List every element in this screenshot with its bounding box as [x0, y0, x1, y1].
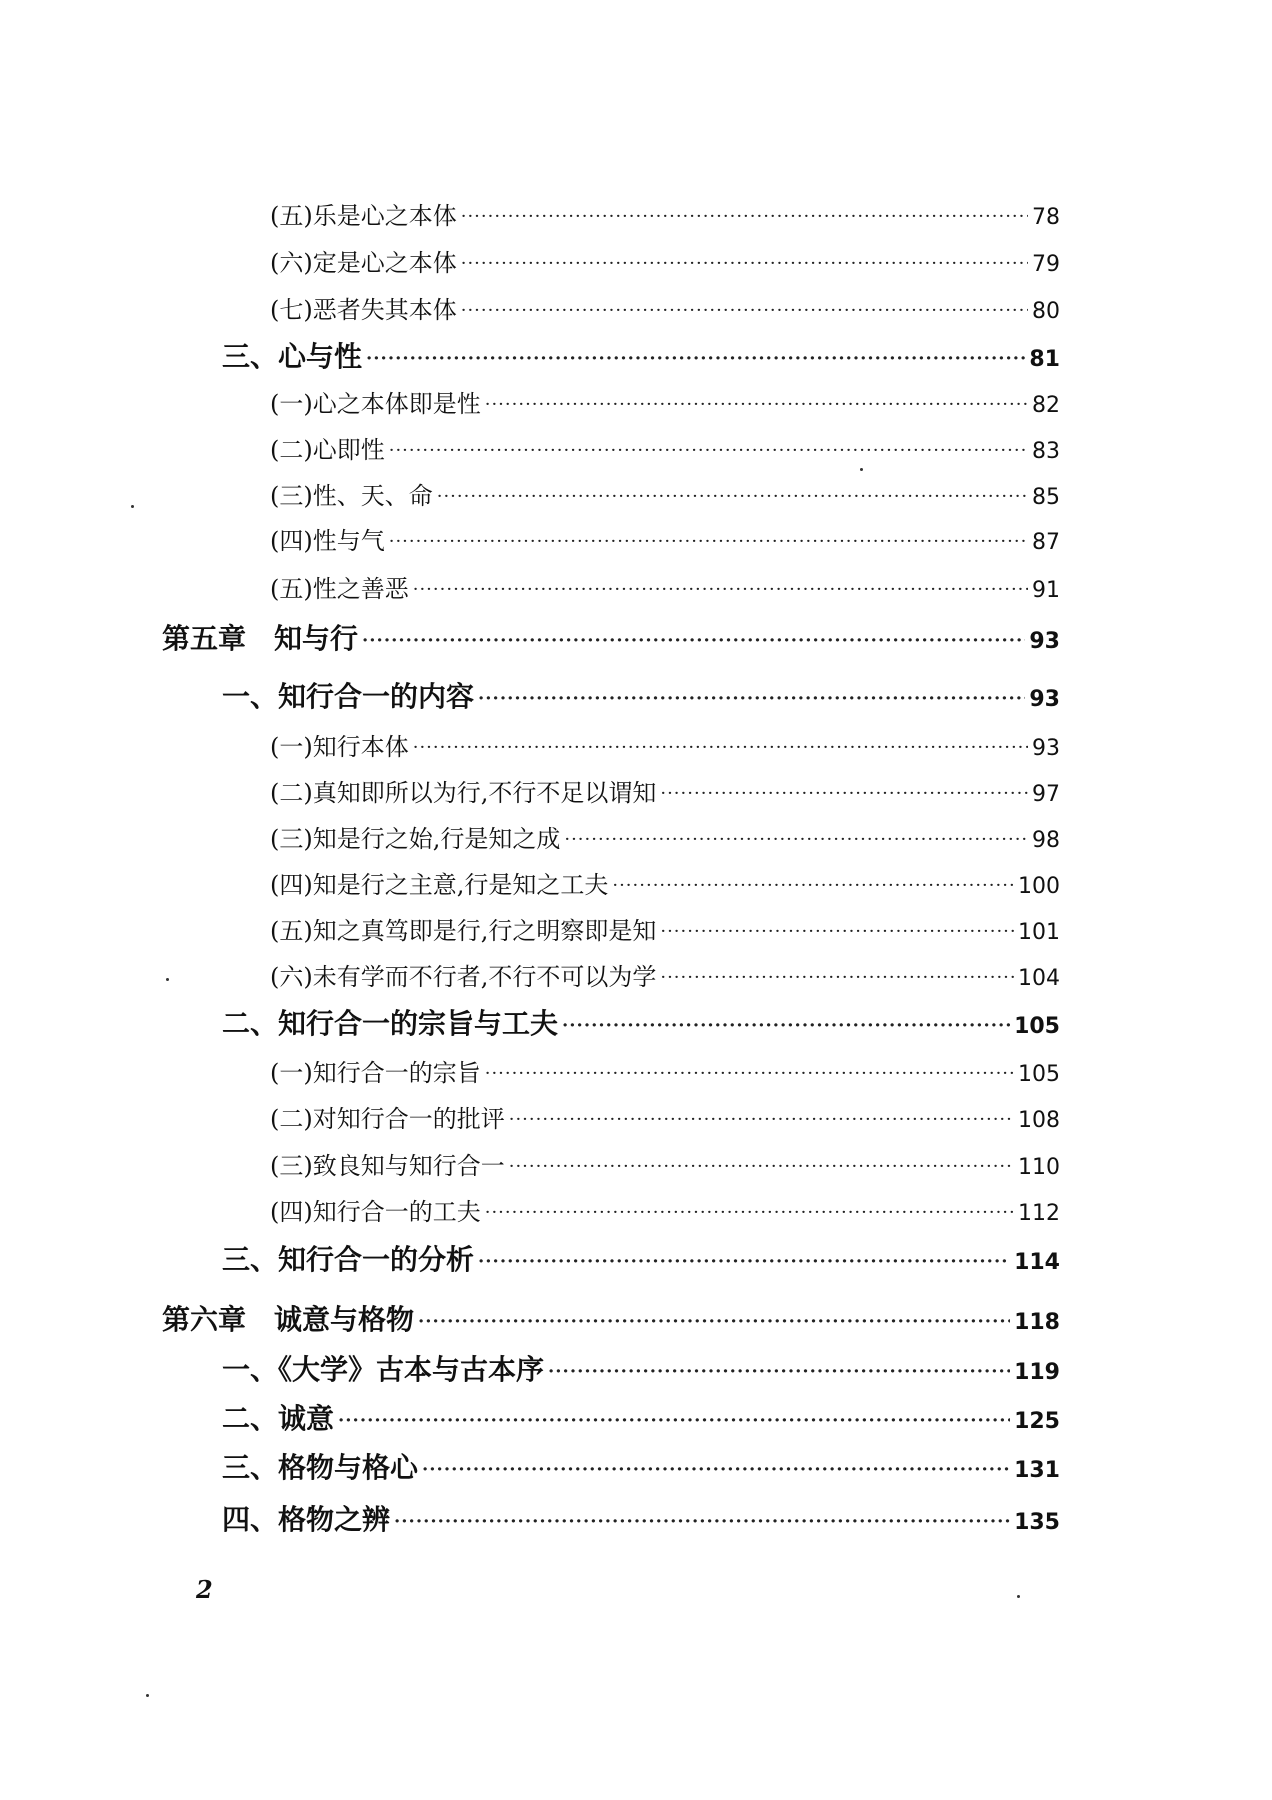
toc-entry[interactable]	[222, 339, 1060, 375]
toc-entry-label: 二、诚意	[222, 1402, 335, 1435]
toc-entry[interactable]	[270, 1194, 1060, 1230]
toc-entry-page: 110	[1018, 1155, 1060, 1180]
toc-entry[interactable]	[270, 775, 1060, 811]
toc-entry-label: (六)未有学而不行者,不行不可以为学	[270, 963, 657, 991]
toc-entry-page: 91	[1032, 578, 1060, 603]
toc-entry[interactable]	[222, 1006, 1060, 1042]
toc-entry-label: 一、《大学》古本与古本序	[222, 1353, 545, 1386]
toc-entry-label: (一)知行合一的宗旨	[270, 1059, 481, 1087]
dot-leader	[413, 730, 1028, 766]
toc-entry-page: 97	[1032, 782, 1060, 807]
dot-leader	[485, 1195, 1014, 1231]
dot-leader	[564, 822, 1028, 858]
toc-entry-page: 80	[1032, 299, 1060, 324]
toc-entry[interactable]	[270, 1055, 1060, 1091]
toc-entry[interactable]	[270, 729, 1060, 765]
toc-entry[interactable]	[270, 478, 1060, 514]
toc-entry-label: (四)性与气	[270, 527, 385, 555]
dot-leader	[394, 1504, 1010, 1540]
dot-leader	[389, 524, 1028, 560]
toc-entry-label: (三)知是行之始,行是知之成	[270, 825, 561, 853]
toc-entry-label: (三)致良知与知行合一	[270, 1152, 505, 1180]
toc-entry[interactable]	[270, 867, 1060, 903]
dot-leader	[422, 1452, 1010, 1488]
toc-entry[interactable]	[222, 679, 1060, 715]
toc-entry-page: 119	[1014, 1360, 1060, 1385]
toc-entry-page: 131	[1014, 1458, 1060, 1483]
page-number: 2	[196, 1575, 213, 1604]
toc-entry[interactable]	[270, 292, 1060, 328]
toc-entry[interactable]	[270, 245, 1060, 281]
dot-leader	[362, 623, 1025, 659]
toc-entry[interactable]	[222, 1450, 1060, 1486]
toc-entry-page: 82	[1032, 393, 1060, 418]
toc-entry-label: (五)乐是心之本体	[270, 202, 457, 230]
toc-entry-page: 98	[1032, 828, 1060, 853]
toc-entry-page: 135	[1014, 1510, 1060, 1535]
toc-entry-page: 125	[1014, 1409, 1060, 1434]
toc-entry-page: 105	[1018, 1062, 1060, 1087]
toc-entry-label: (六)定是心之本体	[270, 249, 457, 277]
toc-entry-label: (三)性、天、命	[270, 482, 433, 510]
toc-entry-page: 79	[1032, 252, 1060, 277]
toc-entry-label: 第五章 知与行	[162, 622, 359, 655]
toc-chapter-entry[interactable]	[162, 621, 1060, 657]
dot-leader	[660, 960, 1014, 996]
toc-entry[interactable]	[270, 1101, 1060, 1137]
toc-entry-label: (一)心之本体即是性	[270, 390, 481, 418]
toc-entry-page: 104	[1018, 966, 1060, 991]
toc-entry-page: 108	[1018, 1108, 1060, 1133]
dot-leader	[461, 246, 1028, 282]
toc-entry-page: 100	[1018, 874, 1060, 899]
toc-entry-label: 三、知行合一的分析	[222, 1243, 475, 1276]
toc-entry-page: 93	[1029, 687, 1060, 712]
scan-speck	[131, 505, 134, 508]
toc-entry-label: (二)真知即所以为行,不行不足以谓知	[270, 779, 657, 807]
toc-entry-label: (二)对知行合一的批评	[270, 1105, 505, 1133]
toc-entry-label: (四)知是行之主意,行是知之工夫	[270, 871, 609, 899]
toc-entry[interactable]	[270, 959, 1060, 995]
toc-entry-page: 83	[1032, 439, 1060, 464]
toc-entry[interactable]	[222, 1502, 1060, 1538]
toc-entry-page: 87	[1032, 530, 1060, 555]
toc-entry[interactable]	[270, 432, 1060, 468]
toc-entry-page: 105	[1014, 1014, 1060, 1039]
dot-leader	[461, 293, 1028, 329]
toc-entry-label: (七)恶者失其本体	[270, 296, 457, 324]
toc-entry-label: 三、格物与格心	[222, 1451, 419, 1484]
dot-leader	[366, 341, 1025, 377]
dot-leader	[509, 1149, 1014, 1185]
dot-leader	[418, 1304, 1010, 1340]
toc-entry-page: 78	[1032, 205, 1060, 230]
scan-speck	[166, 978, 169, 981]
toc-entry-label: 一、知行合一的内容	[222, 680, 475, 713]
toc-entry[interactable]	[270, 571, 1060, 607]
dot-leader	[485, 1056, 1014, 1092]
toc-entry[interactable]	[270, 198, 1060, 234]
toc-entry[interactable]	[222, 1352, 1060, 1388]
toc-entry-label: (五)性之善恶	[270, 575, 409, 603]
scan-speck	[1017, 1595, 1020, 1598]
toc-entry-label: (一)知行本体	[270, 733, 409, 761]
dot-leader	[509, 1102, 1014, 1138]
toc-entry-label: (五)知之真笃即是行,行之明察即是知	[270, 917, 657, 945]
toc-entry-page: 101	[1018, 920, 1060, 945]
dot-leader	[461, 199, 1028, 235]
dot-leader	[562, 1008, 1010, 1044]
toc-entry-label: (二)心即性	[270, 436, 385, 464]
toc-entry-page: 81	[1029, 347, 1060, 372]
dot-leader	[437, 479, 1028, 515]
dot-leader	[413, 572, 1028, 608]
scan-speck	[146, 1694, 149, 1697]
toc-entry-page: 114	[1014, 1250, 1060, 1275]
dot-leader	[660, 914, 1014, 950]
toc-entry-page: 93	[1029, 629, 1060, 654]
toc-chapter-entry[interactable]	[162, 1302, 1060, 1338]
dot-leader	[338, 1403, 1010, 1439]
toc-entry-page: 85	[1032, 485, 1060, 510]
toc-entry-label: 二、知行合一的宗旨与工夫	[222, 1007, 559, 1040]
toc-entry[interactable]	[222, 1401, 1060, 1437]
dot-leader	[478, 1244, 1010, 1280]
toc-entry[interactable]	[222, 1242, 1060, 1278]
toc-entry-label: 第六章 诚意与格物	[162, 1303, 415, 1336]
toc-entry[interactable]	[270, 1148, 1060, 1184]
toc-entry-page: 112	[1018, 1201, 1060, 1226]
toc-entry[interactable]	[270, 913, 1060, 949]
dot-leader	[389, 433, 1028, 469]
dot-leader	[478, 681, 1025, 717]
toc-entry[interactable]	[270, 523, 1060, 559]
toc-entry-label: 四、格物之辨	[222, 1503, 391, 1536]
dot-leader	[660, 776, 1028, 812]
dot-leader	[485, 387, 1028, 423]
toc-entry-label: 三、心与性	[222, 340, 363, 373]
scan-speck	[860, 468, 863, 471]
toc-entry-page: 93	[1032, 736, 1060, 761]
toc-entry[interactable]	[270, 821, 1060, 857]
toc-entry-page: 118	[1014, 1310, 1060, 1335]
toc-entry[interactable]	[270, 386, 1060, 422]
dot-leader	[548, 1354, 1010, 1390]
dot-leader	[612, 868, 1014, 904]
toc-entry-label: (四)知行合一的工夫	[270, 1198, 481, 1226]
